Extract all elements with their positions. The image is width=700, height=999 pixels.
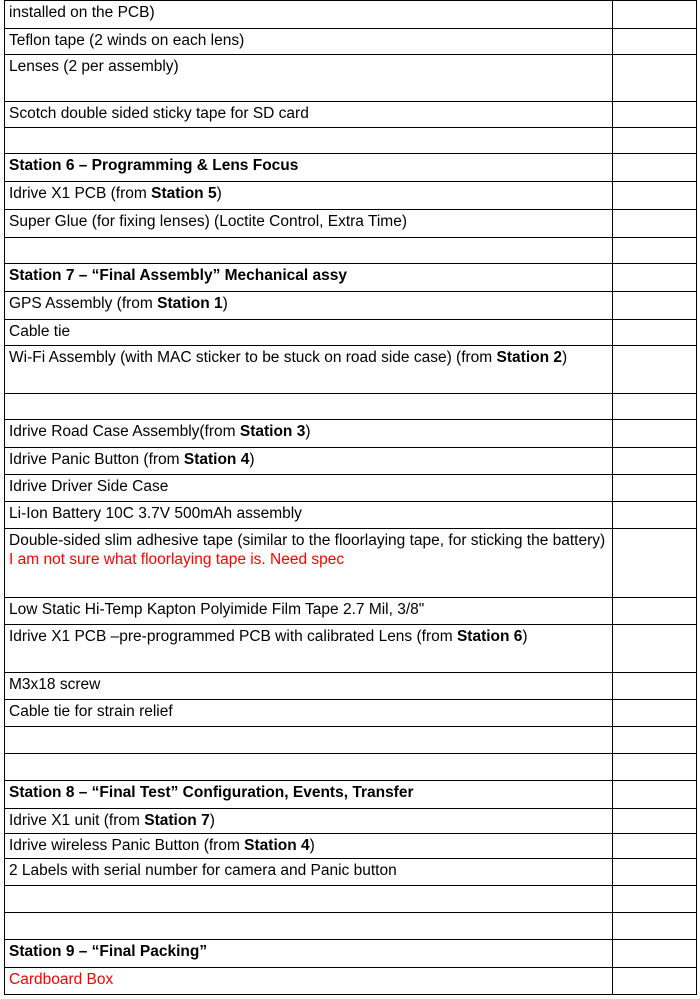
- item-description-cell: [5, 394, 613, 420]
- item-description-cell: [5, 128, 613, 154]
- text: M3x18 screw: [9, 676, 101, 693]
- item-description-cell: [5, 210, 613, 238]
- text: ): [209, 812, 215, 829]
- item-description-cell: [5, 29, 613, 55]
- table-row: [5, 834, 697, 859]
- item-description-cell: [5, 182, 613, 210]
- quantity-cell: [613, 754, 697, 781]
- text: Double-sided slim adhesive tape (similar to the floorlaying tape, for sticking the battery): [9, 532, 606, 549]
- table-row: [5, 29, 697, 55]
- table-row: [5, 700, 697, 727]
- bill-of-materials-table: [4, 0, 697, 995]
- station-header-cell: [5, 940, 613, 968]
- text: ): [249, 451, 255, 468]
- item-description-cell: [5, 529, 613, 598]
- item-description-cell: [5, 673, 613, 700]
- text: ): [305, 423, 311, 440]
- quantity-cell: [613, 968, 697, 995]
- quantity-cell: [613, 781, 697, 809]
- table-row: [5, 673, 697, 700]
- table-row: [5, 968, 697, 995]
- table-row: [5, 264, 697, 292]
- table-row: [5, 420, 697, 448]
- text: Wi-Fi Assembly (with MAC sticker to be stuck on road side case) (from: [9, 349, 497, 366]
- item-description-cell: [5, 55, 613, 102]
- emphasis-text: Station 7 – “Final Assembly” Mechanical assy: [9, 267, 347, 284]
- quantity-cell: [613, 1, 697, 29]
- item-description-cell: [5, 292, 613, 320]
- emphasis-text: Station 5: [151, 185, 217, 202]
- text: Super Glue (for fixing lenses) (Loctite Control, Extra Time): [9, 213, 407, 230]
- item-description-cell: [5, 320, 613, 346]
- quantity-cell: [613, 182, 697, 210]
- emphasis-text: Station 3: [239, 423, 306, 440]
- table-row: [5, 154, 697, 182]
- quantity-cell: [613, 598, 697, 625]
- quantity-cell: [613, 913, 697, 940]
- quantity-cell: [613, 29, 697, 55]
- table-row: [5, 238, 697, 264]
- quantity-cell: [613, 727, 697, 754]
- item-description-cell: [5, 448, 613, 475]
- text: Idrive Driver Side Case: [9, 478, 169, 495]
- item-description-cell: [5, 625, 613, 673]
- table-row: [5, 781, 697, 809]
- text: Li-Ion Battery 10C 3.7V 500mAh assembly: [9, 505, 302, 522]
- item-description-cell: [5, 834, 613, 859]
- item-description-cell: [5, 346, 613, 394]
- quantity-cell: [613, 673, 697, 700]
- quantity-cell: [613, 886, 697, 913]
- quantity-cell: [613, 264, 697, 292]
- quantity-cell: [613, 420, 697, 448]
- text: installed on the PCB): [9, 4, 155, 21]
- item-description-cell: [5, 913, 613, 940]
- quantity-cell: [613, 625, 697, 673]
- table-row: [5, 346, 697, 394]
- text: Idrive X1 PCB –pre-programmed PCB with calibrated Lens (from: [9, 628, 457, 645]
- emphasis-text: Station 9 – “Final Packing”: [9, 943, 208, 961]
- item-description-cell: [5, 102, 613, 128]
- text: Cable tie for strain relief: [9, 703, 173, 720]
- table-row: [5, 502, 697, 529]
- item-description-cell: [5, 1, 613, 29]
- quantity-cell: [613, 448, 697, 475]
- item-description-cell: [5, 475, 613, 502]
- table-row: [5, 320, 697, 346]
- text: GPS Assembly (from: [9, 295, 158, 312]
- text: ): [561, 349, 568, 366]
- table-row: [5, 754, 697, 781]
- table-row: [5, 394, 697, 420]
- quantity-cell: [613, 834, 697, 859]
- table-row: [5, 886, 697, 913]
- text: Idrive X1 PCB (from: [9, 185, 152, 202]
- station-header-cell: [5, 154, 613, 182]
- text: Idrive Panic Button (from: [9, 451, 184, 468]
- table-row: [5, 940, 697, 968]
- table-row: [5, 913, 697, 940]
- text: ): [309, 837, 315, 855]
- table-row: [5, 809, 697, 834]
- quantity-cell: [613, 940, 697, 968]
- text: Idrive X1 unit (from: [9, 812, 145, 829]
- quantity-cell: [613, 128, 697, 154]
- text: Cable tie: [9, 323, 71, 340]
- emphasis-text: Station 1: [157, 295, 223, 312]
- text: 2 Labels with serial number for camera and Panic button: [9, 862, 397, 880]
- table-row: [5, 292, 697, 320]
- quantity-cell: [613, 700, 697, 727]
- text: ): [522, 628, 528, 645]
- quantity-cell: [613, 475, 697, 502]
- quantity-cell: [613, 292, 697, 320]
- item-description-cell: [5, 420, 613, 448]
- item-description-cell: [5, 809, 613, 834]
- annotation-text: I am not sure what floorlaying tape is. Need spec: [9, 551, 345, 569]
- emphasis-text: Station 6 – Programming & Lens Focus: [9, 157, 299, 174]
- annotation-text: Cardboard Box: [9, 971, 114, 989]
- quantity-cell: [613, 809, 697, 834]
- item-description-cell: [5, 598, 613, 625]
- table-row: [5, 598, 697, 625]
- table-row: [5, 529, 697, 598]
- text: Teflon tape (2 winds on each lens): [9, 32, 245, 49]
- quantity-cell: [613, 394, 697, 420]
- item-description-cell: [5, 754, 613, 781]
- table-row: [5, 1, 697, 29]
- table-row: [5, 859, 697, 886]
- text: ): [222, 295, 228, 312]
- table-row: [5, 448, 697, 475]
- text: Low Static Hi-Temp Kapton Polyimide Film Tape 2.7 Mil, 3/8": [9, 601, 425, 618]
- quantity-cell: [613, 346, 697, 394]
- quantity-cell: [613, 55, 697, 102]
- text: ): [216, 185, 222, 202]
- item-description-cell: [5, 700, 613, 727]
- quantity-cell: [613, 210, 697, 238]
- quantity-cell: [613, 502, 697, 529]
- station-header-cell: [5, 781, 613, 809]
- table-row: [5, 625, 697, 673]
- quantity-cell: [613, 238, 697, 264]
- text: Idrive Road Case Assembly(from: [9, 423, 240, 440]
- quantity-cell: [613, 154, 697, 182]
- item-description-cell: [5, 968, 613, 995]
- text: Lenses (2 per assembly): [9, 58, 179, 75]
- emphasis-text: Station 6: [456, 628, 523, 645]
- quantity-cell: [613, 529, 697, 598]
- table-row: [5, 128, 697, 154]
- quantity-cell: [613, 102, 697, 128]
- item-description-cell: [5, 727, 613, 754]
- table-row: [5, 210, 697, 238]
- station-header-cell: [5, 264, 613, 292]
- table-row: [5, 475, 697, 502]
- table-row: [5, 727, 697, 754]
- table-row: [5, 182, 697, 210]
- emphasis-text: Station 4: [244, 837, 310, 855]
- item-description-cell: [5, 886, 613, 913]
- quantity-cell: [613, 859, 697, 886]
- emphasis-text: Station 8 – “Final Test” Configuration, Events, Transfer: [9, 784, 414, 801]
- text: Scotch double sided sticky tape for SD card: [9, 105, 309, 122]
- emphasis-text: Station 2: [496, 349, 562, 366]
- item-description-cell: [5, 859, 613, 886]
- table-row: [5, 55, 697, 102]
- table-body: [5, 1, 697, 995]
- emphasis-text: Station 7: [144, 812, 210, 829]
- item-description-cell: [5, 238, 613, 264]
- table-row: [5, 102, 697, 128]
- text: Idrive wireless Panic Button (from: [9, 837, 245, 855]
- quantity-cell: [613, 320, 697, 346]
- item-description-cell: [5, 502, 613, 529]
- emphasis-text: Station 4: [183, 451, 250, 468]
